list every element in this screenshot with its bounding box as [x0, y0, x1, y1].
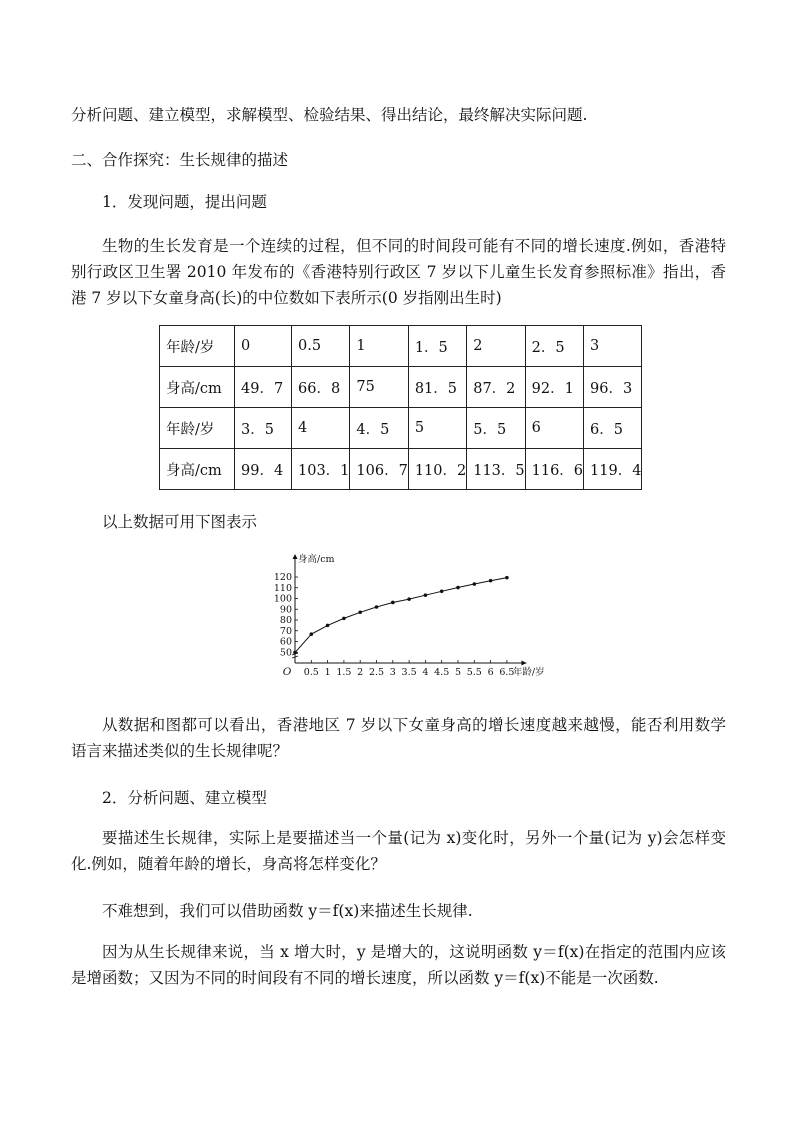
data-point: [342, 617, 346, 621]
paragraph-text: 生物的生长发育是一个连续的过程，但不同的时间段可能有不同的增长速度.例如，香港特别行政区卫生署 2010 年发布的《香港特别行政区 7 岁以下儿童生长发育参照标准》指出，香港 7 岁以下女童身高(长)的中位数如下表所示(0 岁指刚出生时): [71, 237, 726, 307]
table-cell: 116．6: [525, 449, 583, 490]
y-tick-label: 120: [273, 572, 292, 583]
paragraph-function: [71, 898, 726, 924]
table-cell: 3: [584, 326, 642, 367]
y-tick-label: 80: [279, 615, 292, 626]
table-cell: 49．7: [235, 367, 292, 408]
y-tick-label: 110: [273, 582, 292, 594]
x-tick-label: 2: [357, 667, 364, 678]
data-point: [424, 593, 428, 597]
data-point: [391, 601, 395, 605]
paragraph-observation: [71, 712, 726, 764]
table-row: [160, 367, 642, 408]
data-point: [375, 605, 379, 609]
table-cell: 1: [350, 326, 408, 367]
chart-caption: 以上数据可用下图表示: [102, 513, 258, 531]
table-cell: 75: [350, 367, 408, 408]
data-point: [489, 579, 493, 583]
paragraph-text: 不难想到，我们可以借助函数 y＝f(x)来描述生长规律.: [102, 902, 473, 920]
table-cell: 4．5: [350, 408, 408, 449]
table-cell: 92．1: [525, 367, 583, 408]
table-cell: 99．4: [235, 449, 292, 490]
table-cell: 66．8: [292, 367, 350, 408]
table-cell: 87．2: [467, 367, 525, 408]
table-cell: 2．5: [525, 326, 583, 367]
table-cell: 1．5: [408, 326, 466, 367]
table-cell: 96．3: [584, 367, 642, 408]
subsection-heading-1: 1．发现问题，提出问题: [102, 193, 267, 211]
table-cell: 6．5: [584, 408, 642, 449]
x-tick-label: 2.5: [368, 667, 385, 678]
table-cell: 5: [408, 408, 466, 449]
origin-label: O: [282, 666, 292, 678]
table-row: [160, 326, 642, 367]
x-tick-label: 5: [454, 667, 462, 678]
height-line-chart: [270, 548, 560, 688]
data-point: [326, 624, 330, 628]
table-row-header: 身高/cm: [160, 449, 235, 490]
section-heading: 二、合作探究：生长规律的描述: [71, 151, 289, 169]
data-point: [358, 610, 362, 614]
y-axis-label: 身高/cm: [298, 554, 335, 565]
x-tick-label: 3.5: [401, 667, 417, 678]
x-tick-label: 4.5: [434, 667, 450, 678]
table-cell: 81．5: [408, 367, 466, 408]
table-cell: 0.5: [292, 326, 350, 367]
table-cell: 5．5: [467, 408, 525, 449]
x-tick-label: 6: [487, 667, 494, 678]
table-row: [160, 449, 642, 490]
data-point: [440, 589, 444, 593]
y-tick-label: 60: [279, 636, 292, 648]
x-tick-label: 4: [422, 667, 429, 678]
height-table: [159, 325, 642, 490]
table-row: [160, 408, 642, 449]
y-tick-label: 50: [279, 647, 292, 659]
x-tick-label: 5.5: [466, 667, 482, 678]
paragraph-intro: [71, 233, 726, 311]
x-tick-label: 6.5: [499, 667, 515, 678]
data-point: [310, 632, 314, 636]
intro-line: 分析问题、建立模型，求解模型、检验结果、得出结论，最终解决实际问题.: [71, 106, 588, 124]
table-cell: 103．1: [292, 449, 350, 490]
data-point: [407, 597, 411, 601]
table-cell: 119．4: [584, 449, 642, 490]
x-tick-label: 1: [324, 667, 331, 678]
x-tick-label: 1.5: [336, 667, 352, 678]
paragraph-text: 要描述生长规律，实际上是要描述当一个量(记为 x)变化时，另外一个量(记为 y)会怎样变化.例如，随着年龄的增长，身高将怎样变化？: [71, 829, 726, 873]
table-row-header: 年龄/岁: [160, 326, 235, 367]
table-cell: 4: [292, 408, 350, 449]
data-point: [473, 582, 477, 586]
table-cell: 6: [525, 408, 583, 449]
table-cell: 0: [235, 326, 292, 367]
table-cell: 110．2: [408, 449, 466, 490]
table-row-header: 年龄/岁: [160, 408, 235, 449]
table-cell: 106．7: [350, 449, 408, 490]
series-line: [295, 578, 507, 653]
x-tick-label: 0.5: [303, 667, 319, 678]
data-point: [293, 651, 297, 655]
subsection-heading-2: 2．分析问题、建立模型: [102, 789, 267, 807]
paragraph-text: 从数据和图都可以看出，香港地区 7 岁以下女童身高的增长速度越来越慢，能否利用数学语言来描述类似的生长规律呢？: [71, 716, 726, 760]
paragraph-describe: [71, 825, 726, 877]
x-axis-arrow: [521, 661, 526, 666]
data-point: [505, 576, 509, 580]
data-point: [456, 586, 460, 590]
y-axis-arrow: [293, 554, 298, 559]
y-tick-label: 70: [279, 625, 292, 637]
x-tick-label: 3: [389, 667, 396, 678]
x-axis-label: 年龄/岁: [512, 667, 545, 678]
paragraph-increasing: [71, 939, 726, 991]
y-tick-label: 100: [273, 593, 292, 605]
table-cell: 113．5: [467, 449, 525, 490]
table-cell: 2: [467, 326, 525, 367]
table-cell: 3．5: [235, 408, 292, 449]
table-row-header: 身高/cm: [160, 367, 235, 408]
paragraph-text: 因为从生长规律来说，当 x 增大时，y 是增大的，这说明函数 y＝f(x)在指定的范围内应该是增函数；又因为不同的时间段有不同的增长速度，所以函数 y＝f(x)不能是一次函数.: [71, 943, 726, 987]
y-tick-label: 90: [279, 604, 292, 616]
